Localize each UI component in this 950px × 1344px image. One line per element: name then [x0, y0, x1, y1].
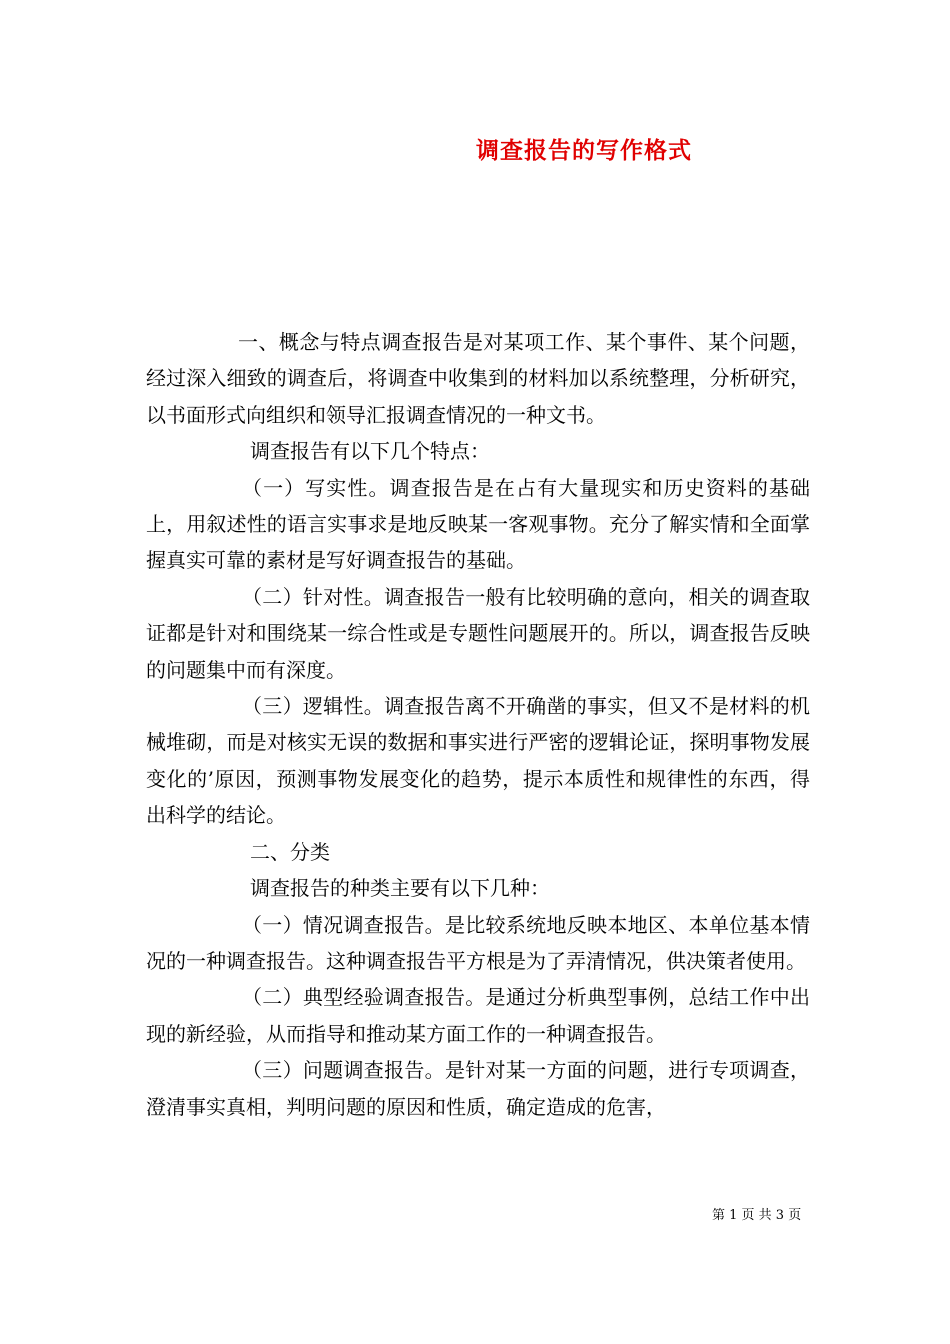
- document-body: [146, 324, 810, 1125]
- paragraph-types-intro: 调查报告的种类主要有以下几种：: [250, 876, 550, 901]
- paragraph-feature-logic: （三）逻辑性。调查报告离不开确凿的事实，但又不是材料的机械堆砌，而是对核实无误的数据和事实进行严密的逻辑论证，探明事物发展变化的’原因，预测事物发展变化的趋势，提示本质性和规律性的东西，得出科学的结论。: [146, 694, 810, 828]
- paragraph-features-intro: 调查报告有以下几个特点：: [250, 439, 490, 464]
- paragraph-feature-realism: （一）写实性。调查报告是在占有大量现实和历史资料的基础上，用叙述性的语言实事求是地反映某一客观事物。充分了解实情和全面掌握真实可靠的素材是写好调查报告的基础。: [146, 475, 810, 573]
- document-title: 调查报告的写作格式: [476, 138, 692, 164]
- paragraph-concept: 一、概念与特点调查报告是对某项工作、某个事件、某个问题，经过深入细致的调查后，将调查中收集到的材料加以系统整理，分析研究，以书面形式向组织和领导汇报调查情况的一种文书。: [146, 330, 810, 427]
- paragraph-type-experience: （二）典型经验调查报告。是通过分析典型事例，总结工作中出现的新经验，从而指导和推动某方面工作的一种调查报告。: [146, 985, 810, 1046]
- page-footer: 第 1 页 共 3 页: [712, 1208, 802, 1223]
- paragraph-feature-pertinence: （二）针对性。调查报告一般有比较明确的意向，相关的调查取证都是针对和围绕某一综合性或是专题性问题展开的。所以，调查报告反映的问题集中而有深度。: [146, 584, 810, 682]
- paragraph-type-problem: （三）问题调查报告。是针对某一方面的问题，进行专项调查，澄清事实真相，判明问题的原因和性质，确定造成的危害，: [146, 1058, 810, 1119]
- paragraph-type-situation: （一）情况调查报告。是比较系统地反映本地区、本单位基本情况的一种调查报告。这种调查报告平方根是为了弄清情况，供决策者使用。: [146, 912, 810, 973]
- paragraph-classification-heading: 二、分类: [250, 839, 330, 864]
